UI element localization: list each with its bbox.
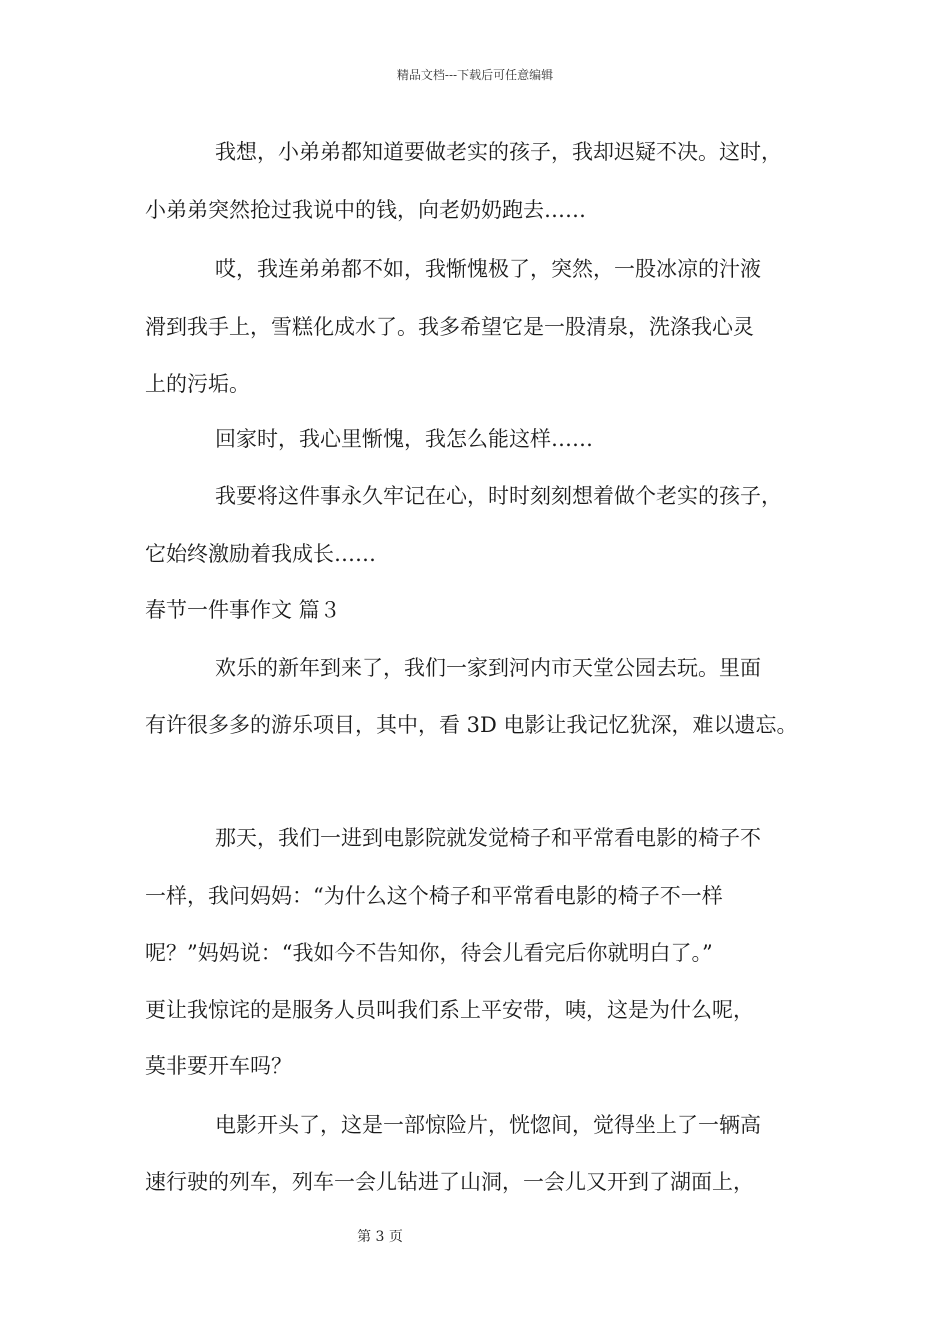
paragraph-4-line-2: 它始终激励着我成长…… — [145, 542, 376, 566]
paragraph-7-line-2: 速行驶的列车，列车一会儿钻进了山洞，一会儿又开到了湖面上， — [145, 1170, 754, 1194]
paragraph-5-line-1: 欢乐的新年到来了，我们一家到河内市天堂公园去玩。里面 — [215, 656, 761, 680]
paragraph-6-line-3: 呢？”妈妈说：“我如今不告知你，待会儿看完后你就明白了。” — [145, 941, 713, 965]
paragraph-6-line-1: 那天，我们一进到电影院就发觉椅子和平常看电影的椅子不 — [215, 826, 761, 850]
paragraph-7-line-1: 电影开头了，这是一部惊险片，恍惚间，觉得坐上了一辆高 — [215, 1113, 761, 1137]
paragraph-3-line-1: 回家时，我心里惭愧，我怎么能这样…… — [215, 427, 593, 451]
paragraph-2-line-1: 哎，我连弟弟都不如，我惭愧极了，突然，一股冰凉的汁液 — [215, 257, 761, 281]
paragraph-2-line-3: 上的污垢。 — [145, 372, 250, 396]
section-heading: 春节一件事作文 篇３ — [145, 598, 341, 622]
paragraph-6-line-2: 一样，我问妈妈：“为什么这个椅子和平常看电影的椅子不一样 — [145, 884, 723, 908]
paragraph-1-line-1: 我想，小弟弟都知道要做老实的孩子，我却迟疑不决。这时， — [215, 140, 782, 164]
paragraph-6-line-5: 莫非要开车吗？ — [145, 1054, 292, 1078]
paragraph-1-line-2: 小弟弟突然抢过我说中的钱，向老奶奶跑去…… — [145, 198, 586, 222]
page-header: 精品文档---下载后可任意编辑 — [396, 68, 554, 82]
paragraph-5-line-2: 有许很多多的游乐项目，其中，看 3D 电影让我记忆犹深，难以遗忘。 — [145, 713, 798, 737]
paragraph-4-line-1: 我要将这件事永久牢记在心，时时刻刻想着做个老实的孩子， — [215, 484, 782, 508]
paragraph-6-line-4: 更让我惊诧的是服务人员叫我们系上平安带，咦，这是为什么呢， — [145, 998, 754, 1022]
paragraph-2-line-2: 滑到我手上，雪糕化成水了。我多希望它是一股清泉，洗涤我心灵 — [145, 315, 754, 339]
page-number: 第 3 页 — [357, 1229, 403, 1245]
